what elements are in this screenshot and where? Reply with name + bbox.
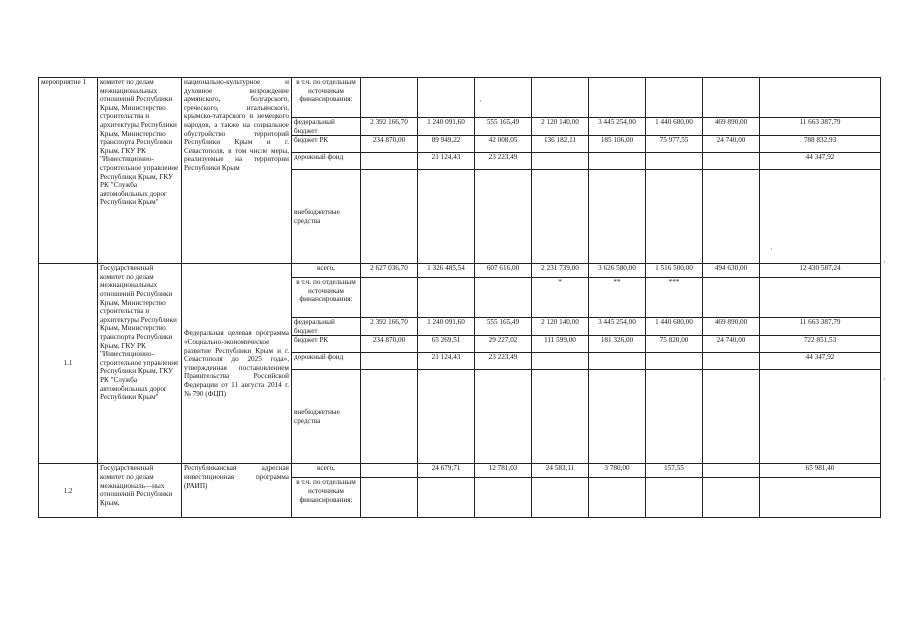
funding-source: всего, <box>292 264 361 278</box>
amount-cell: 21 124,43 <box>418 153 475 170</box>
scan-speck: · <box>770 245 773 254</box>
funding-source: федеральный бюджет <box>292 118 361 136</box>
amount-cell <box>361 464 418 478</box>
amount-cell <box>646 478 703 518</box>
amount-cell <box>361 370 418 464</box>
amount-cell <box>703 78 760 118</box>
amount-cell <box>703 353 760 370</box>
amount-cell: 1 240 091,60 <box>418 118 475 136</box>
amount-cell: 11 663 387,79 <box>760 318 881 336</box>
measure-number: 1.2 <box>39 464 98 518</box>
amount-cell <box>475 478 532 518</box>
amount-cell <box>703 478 760 518</box>
funding-source: дорожный фонд <box>292 353 361 370</box>
amount-cell: 181 326,00 <box>589 336 646 353</box>
amount-cell: 75 977,55 <box>646 136 703 153</box>
amount-cell <box>646 78 703 118</box>
amount-cell <box>361 153 418 170</box>
amount-cell <box>418 170 475 264</box>
amount-cell <box>703 153 760 170</box>
amount-cell <box>361 353 418 370</box>
amount-cell: 2 120 140,00 <box>532 118 589 136</box>
amount-cell <box>418 278 475 318</box>
amount-cell: 12 430 587,24 <box>760 264 881 278</box>
amount-cell: 23 223,49 <box>475 353 532 370</box>
funding-source: дорожный фонд <box>292 153 361 170</box>
amount-cell: 136 182,11 <box>532 136 589 153</box>
amount-cell <box>646 170 703 264</box>
executor-cell: Государственный комитет по делам межнациональ—ных отношений Республики Крым, <box>98 464 182 518</box>
amount-cell <box>361 278 418 318</box>
amount-cell <box>760 478 881 518</box>
amount-cell <box>703 278 760 318</box>
amount-cell <box>532 353 589 370</box>
amount-cell: 2 392 166,70 <box>361 318 418 336</box>
table-row <box>39 78 881 118</box>
amount-cell: 1 440 680,00 <box>646 318 703 336</box>
amount-cell: 24 740,00 <box>703 136 760 153</box>
amount-cell: 21 124,43 <box>418 353 475 370</box>
amount-cell <box>475 170 532 264</box>
amount-cell: 607 616,00 <box>475 264 532 278</box>
amount-cell: 44 347,92 <box>760 153 881 170</box>
amount-cell: 185 106,00 <box>589 136 646 153</box>
amount-cell <box>589 170 646 264</box>
amount-cell <box>646 153 703 170</box>
amount-cell <box>418 78 475 118</box>
amount-cell <box>589 353 646 370</box>
amount-cell <box>703 170 760 264</box>
amount-cell: 2 120 140,00 <box>532 318 589 336</box>
program-cell: Республиканская адресная инвестиционная программа (РАИП) <box>182 464 292 518</box>
measure-number: мероприятие 1 <box>39 78 98 264</box>
amount-cell <box>475 78 532 118</box>
amount-cell: 24 679,71 <box>418 464 475 478</box>
amount-cell <box>361 78 418 118</box>
amount-cell <box>760 78 881 118</box>
amount-cell: 469 890,00 <box>703 318 760 336</box>
amount-cell: 111 599,00 <box>532 336 589 353</box>
amount-cell: 24 583,11 <box>532 464 589 478</box>
amount-cell: 157,55 <box>646 464 703 478</box>
amount-cell: 2 627 036,70 <box>361 264 418 278</box>
amount-cell <box>418 478 475 518</box>
footnote-mark: ** <box>589 278 646 318</box>
scan-speck: · <box>883 375 886 384</box>
footnote-mark: * <box>532 278 589 318</box>
amount-cell <box>760 170 881 264</box>
amount-cell <box>475 370 532 464</box>
amount-cell: 3 780,00 <box>589 464 646 478</box>
amount-cell: 12 781,03 <box>475 464 532 478</box>
scan-speck: · <box>479 97 482 106</box>
funding-source: бюджет РК <box>292 336 361 353</box>
amount-cell: 1 516 500,00 <box>646 264 703 278</box>
funding-source: всего, <box>292 464 361 478</box>
funding-source: бюджет РК <box>292 136 361 153</box>
amount-cell <box>760 370 881 464</box>
amount-cell: 42 008,05 <box>475 136 532 153</box>
amount-cell: 234 870,00 <box>361 136 418 153</box>
footnote-mark: *** <box>646 278 703 318</box>
amount-cell: 11 663 387,79 <box>760 118 881 136</box>
financing-table <box>38 77 881 518</box>
amount-cell <box>589 478 646 518</box>
funding-source: федеральный бюджет <box>292 318 361 336</box>
amount-cell <box>532 478 589 518</box>
amount-cell <box>589 78 646 118</box>
amount-cell: 469 890,00 <box>703 118 760 136</box>
amount-cell <box>703 370 760 464</box>
amount-cell: 555 165,49 <box>475 318 532 336</box>
executor-cell: комитет по делам межнациональных отношений Республики Крым, Министерство строительства и архитектуры Республики Крым, Министерство транспорта Республики Крым, ГКУ РК "Инвестиционно-строительное управление Республики Крым, ГКУ РК "Служба автомобильных дорог Республики Крым" <box>98 78 182 264</box>
amount-cell: 3 626 580,00 <box>589 264 646 278</box>
amount-cell: 494 630,00 <box>703 264 760 278</box>
amount-cell: 2 392 166,70 <box>361 118 418 136</box>
amount-cell: 75 820,00 <box>646 336 703 353</box>
funding-source: внебюджетные средства <box>292 370 361 464</box>
amount-cell <box>589 153 646 170</box>
measure-number: 1.1 <box>39 264 98 464</box>
amount-cell: 3 445 254,00 <box>589 318 646 336</box>
program-cell: Федеральная целевая программа «Социально-экономическое развитие Республики Крым и г. Севастополя до 2025 года», утвержденная постановлением Правительства Российской Федерации от 11 августа 2014 г. № 790 (ФЦП) <box>182 264 292 464</box>
amount-cell <box>760 278 881 318</box>
amount-cell: 65 981,40 <box>760 464 881 478</box>
program-cell: национально-культурное и духовное возрождение армянского, болгарского, греческого, итальянского, крымско-татарского и немецкого народов, а также на социальное обустройство территорий Республики Крым и г. Севастополя, в том числе меры, реализуемые на территории Республики Крым <box>182 78 292 264</box>
table-row <box>39 464 881 478</box>
amount-cell <box>361 478 418 518</box>
funding-source: в т.ч. по отдельным источникам финансирования: <box>292 478 361 518</box>
amount-cell: 3 445 254,00 <box>589 118 646 136</box>
funding-source: в т.ч. по отдельным источникам финансирования: <box>292 78 361 118</box>
table-row <box>39 264 881 278</box>
amount-cell <box>646 353 703 370</box>
amount-cell <box>361 170 418 264</box>
amount-cell: 1 240 091,60 <box>418 318 475 336</box>
amount-cell: 555 165,49 <box>475 118 532 136</box>
amount-cell: 23 223,49 <box>475 153 532 170</box>
amount-cell: 722 851,53 <box>760 336 881 353</box>
executor-cell: Государственный комитет по делам межнациональных отношений Республики Крым, Министерство строительства и архитектуры Республики Крым, Министерство транспорта Республики Крым, ГКУ РК "Инвестиционно-строительное управление Республики Крым, ГКУ РК "Служба автомобильных дорог Республики Крым" <box>98 264 182 464</box>
amount-cell: 89 949,22 <box>418 136 475 153</box>
amount-cell: 1 440 680,00 <box>646 118 703 136</box>
amount-cell <box>703 464 760 478</box>
scan-speck: · <box>883 258 886 267</box>
amount-cell: 24 740,00 <box>703 336 760 353</box>
amount-cell <box>532 78 589 118</box>
amount-cell: 788 832,93 <box>760 136 881 153</box>
amount-cell: 1 326 485,54 <box>418 264 475 278</box>
amount-cell <box>532 170 589 264</box>
amount-cell: 2 231 739,00 <box>532 264 589 278</box>
amount-cell: 65 269,51 <box>418 336 475 353</box>
amount-cell: 29 227,02 <box>475 336 532 353</box>
amount-cell <box>418 370 475 464</box>
amount-cell: 234 870,00 <box>361 336 418 353</box>
amount-cell <box>475 278 532 318</box>
funding-source: внебюджетные средства <box>292 170 361 264</box>
amount-cell <box>532 153 589 170</box>
funding-source: в т.ч. по отдельным источникам финансирования: <box>292 278 361 318</box>
amount-cell: 44 347,92 <box>760 353 881 370</box>
amount-cell <box>532 370 589 464</box>
amount-cell <box>646 370 703 464</box>
amount-cell <box>589 370 646 464</box>
